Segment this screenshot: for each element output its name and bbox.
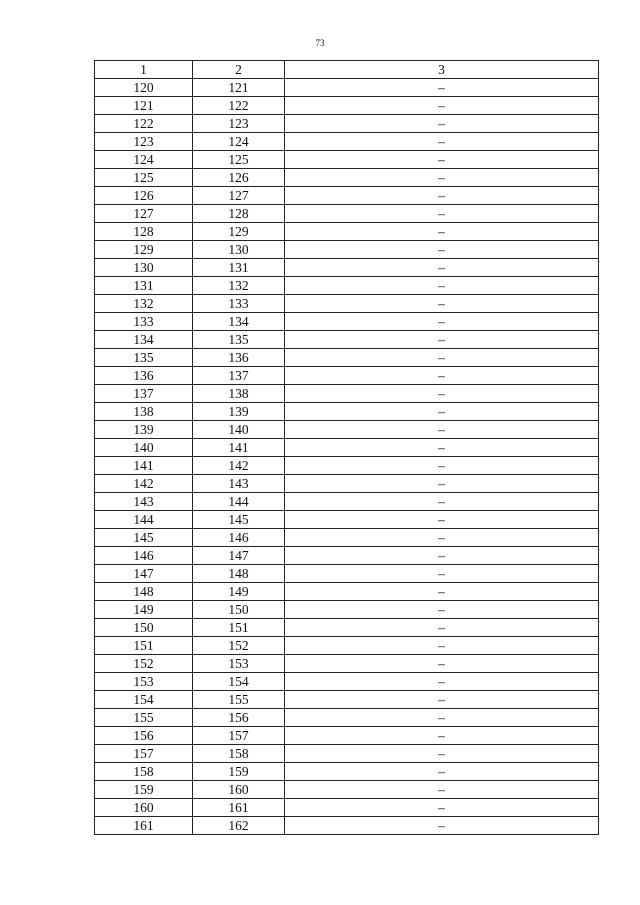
table-row <box>95 97 599 115</box>
table-cell: 142 <box>95 475 193 493</box>
table-cell: 154 <box>193 673 285 691</box>
table-row <box>95 367 599 385</box>
table-cell: 131 <box>95 277 193 295</box>
table-cell: 153 <box>95 673 193 691</box>
table-row <box>95 277 599 295</box>
table-cell: 156 <box>95 727 193 745</box>
table-cell: 126 <box>193 169 285 187</box>
table-row <box>95 547 599 565</box>
table-row <box>95 79 599 97</box>
table-row <box>95 295 599 313</box>
column-header: 3 <box>285 61 599 79</box>
table-cell-dash: – <box>285 763 599 781</box>
table-row <box>95 349 599 367</box>
table-cell: 130 <box>193 241 285 259</box>
table-row <box>95 511 599 529</box>
table-cell: 122 <box>193 97 285 115</box>
table-cell: 152 <box>95 655 193 673</box>
table-row <box>95 133 599 151</box>
table-cell: 161 <box>95 817 193 835</box>
table-row <box>95 475 599 493</box>
table-cell: 148 <box>193 565 285 583</box>
table-cell: 137 <box>95 385 193 403</box>
table-cell: 136 <box>193 349 285 367</box>
table-cell-dash: – <box>285 241 599 259</box>
table-row <box>95 817 599 835</box>
table-cell-dash: – <box>285 169 599 187</box>
table-cell-dash: – <box>285 151 599 169</box>
data-table <box>94 60 599 835</box>
table-cell: 151 <box>193 619 285 637</box>
table-cell: 157 <box>193 727 285 745</box>
table-cell-dash: – <box>285 367 599 385</box>
table-cell-dash: – <box>285 511 599 529</box>
table-cell-dash: – <box>285 493 599 511</box>
table-cell: 130 <box>95 259 193 277</box>
table-cell-dash: – <box>285 817 599 835</box>
table-row <box>95 655 599 673</box>
table-cell-dash: – <box>285 331 599 349</box>
table-cell: 146 <box>95 547 193 565</box>
table-cell-dash: – <box>285 133 599 151</box>
table-cell: 136 <box>95 367 193 385</box>
table-cell-dash: – <box>285 457 599 475</box>
table-cell: 154 <box>95 691 193 709</box>
table-cell: 149 <box>193 583 285 601</box>
table-cell: 132 <box>193 277 285 295</box>
table-cell-dash: – <box>285 691 599 709</box>
table-cell: 142 <box>193 457 285 475</box>
table-cell-dash: – <box>285 781 599 799</box>
table-row <box>95 151 599 169</box>
table-cell: 127 <box>95 205 193 223</box>
table-cell-dash: – <box>285 475 599 493</box>
table-cell: 120 <box>95 79 193 97</box>
table-cell-dash: – <box>285 673 599 691</box>
table-row <box>95 259 599 277</box>
table-cell: 140 <box>193 421 285 439</box>
table-cell: 134 <box>95 331 193 349</box>
table-cell: 129 <box>95 241 193 259</box>
table-cell: 141 <box>193 439 285 457</box>
table-cell: 125 <box>95 169 193 187</box>
table-cell: 131 <box>193 259 285 277</box>
table-cell-dash: – <box>285 547 599 565</box>
table-cell: 160 <box>95 799 193 817</box>
table-cell: 124 <box>95 151 193 169</box>
table-cell: 137 <box>193 367 285 385</box>
table-row <box>95 187 599 205</box>
table-cell: 158 <box>95 763 193 781</box>
table-cell: 147 <box>95 565 193 583</box>
table-row <box>95 115 599 133</box>
table-cell-dash: – <box>285 295 599 313</box>
column-header: 1 <box>95 61 193 79</box>
table-cell-dash: – <box>285 79 599 97</box>
table-row <box>95 637 599 655</box>
table-cell: 141 <box>95 457 193 475</box>
table-cell: 125 <box>193 151 285 169</box>
table-row <box>95 403 599 421</box>
table-cell-dash: – <box>285 277 599 295</box>
table-cell-dash: – <box>285 583 599 601</box>
table-cell: 158 <box>193 745 285 763</box>
table-cell-dash: – <box>285 709 599 727</box>
table-cell: 121 <box>193 79 285 97</box>
table-row <box>95 313 599 331</box>
table-cell: 122 <box>95 115 193 133</box>
table-cell: 123 <box>193 115 285 133</box>
table-cell: 140 <box>95 439 193 457</box>
table-cell: 148 <box>95 583 193 601</box>
table-cell: 138 <box>95 403 193 421</box>
table-cell: 157 <box>95 745 193 763</box>
table-cell: 139 <box>193 403 285 421</box>
table-cell: 146 <box>193 529 285 547</box>
table-row <box>95 745 599 763</box>
table-cell: 134 <box>193 313 285 331</box>
table-row <box>95 583 599 601</box>
table-cell: 161 <box>193 799 285 817</box>
table-row <box>95 331 599 349</box>
table-cell: 123 <box>95 133 193 151</box>
table-cell-dash: – <box>285 97 599 115</box>
table-cell-dash: – <box>285 619 599 637</box>
table-cell: 133 <box>193 295 285 313</box>
table-cell-dash: – <box>285 727 599 745</box>
table-header-row <box>95 61 599 79</box>
table-cell-dash: – <box>285 187 599 205</box>
table-row <box>95 691 599 709</box>
table-row <box>95 169 599 187</box>
table-cell: 138 <box>193 385 285 403</box>
table-cell-dash: – <box>285 205 599 223</box>
table-row <box>95 223 599 241</box>
table-cell-dash: – <box>285 349 599 367</box>
table-cell: 121 <box>95 97 193 115</box>
table-cell-dash: – <box>285 529 599 547</box>
table-cell: 155 <box>193 691 285 709</box>
table-cell-dash: – <box>285 565 599 583</box>
table-row <box>95 727 599 745</box>
table-cell: 128 <box>193 205 285 223</box>
table-cell-dash: – <box>285 403 599 421</box>
table-body <box>95 79 599 835</box>
table-cell: 150 <box>95 619 193 637</box>
table-cell-dash: – <box>285 655 599 673</box>
table-cell-dash: – <box>285 259 599 277</box>
table-cell: 128 <box>95 223 193 241</box>
table-cell: 145 <box>95 529 193 547</box>
table-cell: 132 <box>95 295 193 313</box>
table-cell: 156 <box>193 709 285 727</box>
table-cell-dash: – <box>285 439 599 457</box>
table-cell: 127 <box>193 187 285 205</box>
table-cell: 139 <box>95 421 193 439</box>
table-cell: 143 <box>193 475 285 493</box>
table-cell-dash: – <box>285 421 599 439</box>
table-cell-dash: – <box>285 745 599 763</box>
table-row <box>95 799 599 817</box>
table-cell: 126 <box>95 187 193 205</box>
table-cell: 144 <box>95 511 193 529</box>
table-cell: 150 <box>193 601 285 619</box>
table-cell: 143 <box>95 493 193 511</box>
table-cell: 153 <box>193 655 285 673</box>
table-row <box>95 457 599 475</box>
table-cell: 155 <box>95 709 193 727</box>
table-row <box>95 493 599 511</box>
table-cell: 147 <box>193 547 285 565</box>
table-cell-dash: – <box>285 799 599 817</box>
table-cell: 160 <box>193 781 285 799</box>
table-cell: 151 <box>95 637 193 655</box>
table-row <box>95 565 599 583</box>
page-number: 73 <box>315 38 325 48</box>
table-cell-dash: – <box>285 385 599 403</box>
table-row <box>95 619 599 637</box>
table-cell: 145 <box>193 511 285 529</box>
table-row <box>95 241 599 259</box>
table-cell: 135 <box>193 331 285 349</box>
table-cell: 124 <box>193 133 285 151</box>
table-cell-dash: – <box>285 637 599 655</box>
table-cell: 159 <box>193 763 285 781</box>
column-header: 2 <box>193 61 285 79</box>
table-cell-dash: – <box>285 223 599 241</box>
table-cell: 135 <box>95 349 193 367</box>
table-cell-dash: – <box>285 313 599 331</box>
table-cell: 159 <box>95 781 193 799</box>
table-row <box>95 673 599 691</box>
table-cell: 129 <box>193 223 285 241</box>
table-cell: 133 <box>95 313 193 331</box>
table-cell: 152 <box>193 637 285 655</box>
table-row <box>95 385 599 403</box>
table-row <box>95 709 599 727</box>
table-cell: 149 <box>95 601 193 619</box>
table-cell: 162 <box>193 817 285 835</box>
table-cell-dash: – <box>285 601 599 619</box>
table-row <box>95 421 599 439</box>
table-row <box>95 763 599 781</box>
table-row <box>95 439 599 457</box>
table-row <box>95 601 599 619</box>
table-row <box>95 205 599 223</box>
table-cell-dash: – <box>285 115 599 133</box>
table-row <box>95 781 599 799</box>
table-cell: 144 <box>193 493 285 511</box>
table-row <box>95 529 599 547</box>
